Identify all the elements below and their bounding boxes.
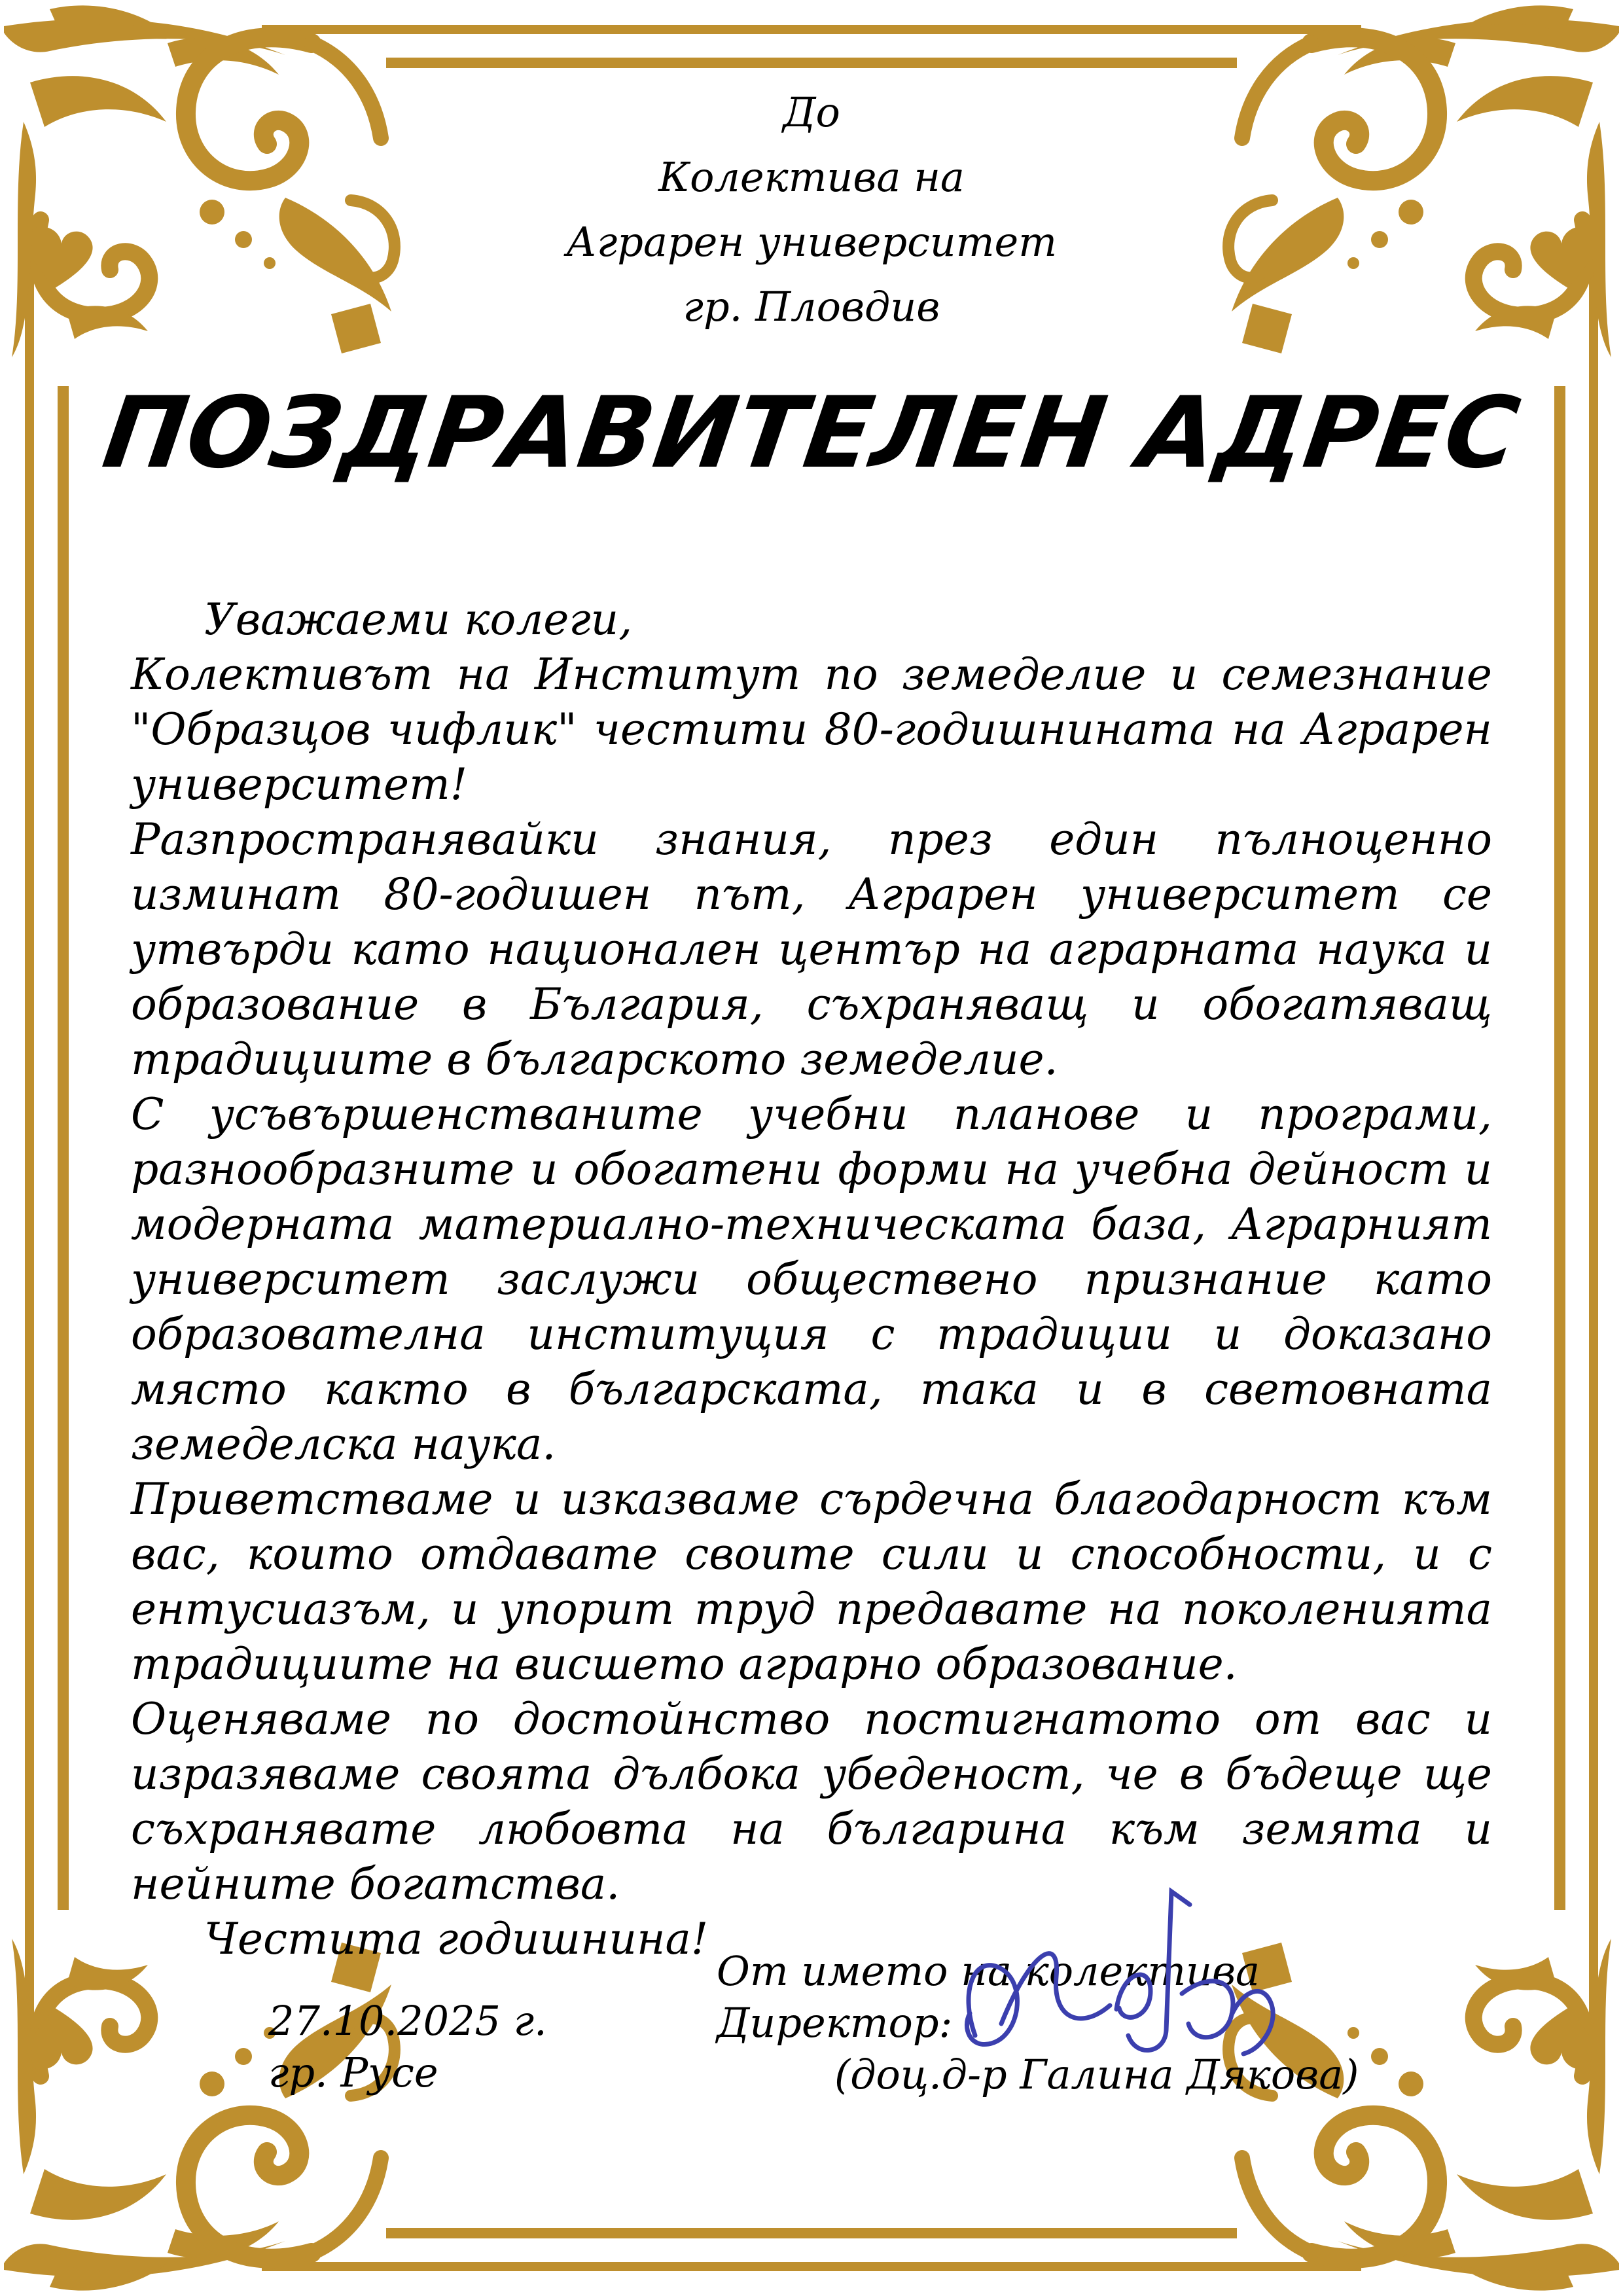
page-title: ПОЗДРАВИТЕЛЕН АДРЕС [96,376,1527,490]
frame-line-top-outer [262,25,1361,34]
closing-line: Честита годишнина! [204,1914,709,1964]
signer-name: (доц.д-р Галина Дякова) [834,2051,1359,2098]
recipient-line: Колектива на [658,153,965,201]
city: гр. Русе [268,2049,438,2096]
paragraph: Колективът на Институт по земеделие и семезнание "Образцов чифлик" честити 80-годишнината на Аграрен университет! [131,649,1492,810]
frame-line-bottom-inner [386,2228,1237,2238]
recipient-line: Аграрен университет [566,218,1057,266]
frame-line-right-outer [1589,262,1598,2034]
signoff-left-column [268,1995,547,2098]
recipient-block [0,80,1623,339]
salutation: Уважаеми колеги, [204,594,633,645]
date: 27.10.2025 г. [268,1997,547,2045]
frame-line-bottom-outer [262,2262,1361,2271]
frame-line-top-inner [386,58,1237,68]
signoff-right-column [717,1945,1359,2100]
letter-body [131,592,1492,1967]
frame-line-left-inner [58,386,69,1910]
recipient-line: До [783,88,840,136]
paragraph: Оценяваме по достойнство постигнатото от вас и изразяваме своята дълбока убеденост, че в бъдеще ще съхранявате любовта на българина към земята и нейните богатства. [131,1694,1492,1909]
paragraph: Разпространявайки знания, през един пълноценно изминат 80-годишен път, Аграрен университет се утвърди като национален център на аграрната наука и образование в България, съхраняващ и обогатяващ традициите в българското земеделие. [131,814,1492,1085]
paragraph: Приветстваме и изказваме сърдечна благодарност към вас, които отдавате своите сили и способности, и с ентусиазъм, и упорит труд предавате на поколенията традициите на висшето аграрно образование. [131,1474,1492,1689]
frame-line-left-outer [25,262,34,2034]
frame-line-right-inner [1554,386,1565,1910]
director-label: Директор: [717,1999,953,2047]
on-behalf-line: От името на колектива [717,1947,1260,1995]
paragraph: С усъвършенстваните учебни планове и програми, разнообразните и обогатени форми на учебна дейност и модерната материално-техническата база, Аграрният университет заслужи обществено признание като образователна институция с традиции и доказано място както в българската, така и в световната земеделска наука. [131,1089,1492,1469]
recipient-line: гр. Пловдив [683,283,940,331]
